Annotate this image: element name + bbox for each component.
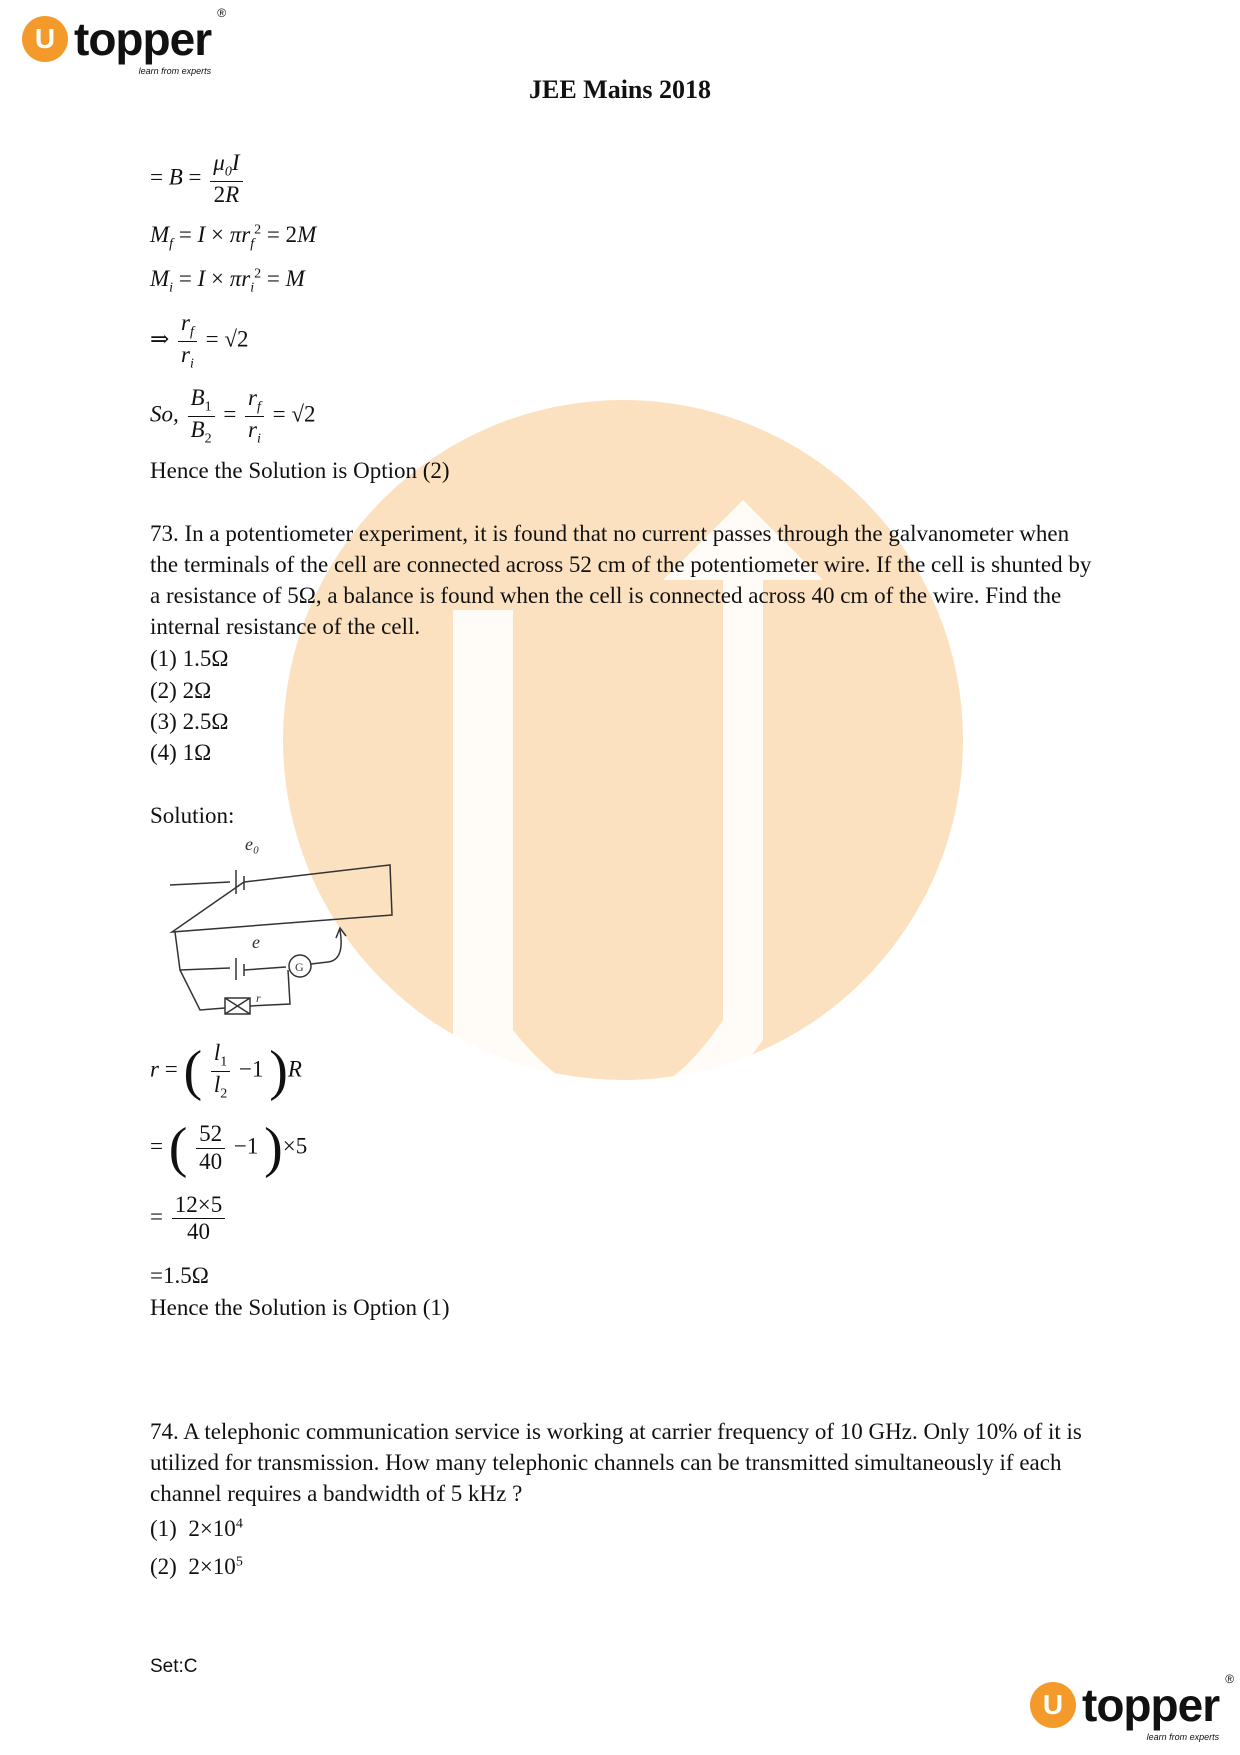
equation-mi: $M_i = I \times \pi r_i^2 = M$ bbox=[150, 266, 305, 296]
equation-ratio-r: ⇒ $\frac{r_f}{r_i}$ = √2 bbox=[150, 310, 249, 372]
brand-mark-icon-bottom: U bbox=[1030, 1682, 1076, 1728]
q72-conclusion: Hence the Solution is Option (2) bbox=[150, 458, 450, 483]
equation-mf: $M_f = I \times \pi r_f^2 = 2M$ bbox=[150, 222, 317, 252]
q73-option-3: (3) 2.5Ω bbox=[150, 709, 229, 734]
label-e: e bbox=[252, 932, 260, 952]
equation-b: = B = $\frac{\mu_0I}{2R}$ bbox=[150, 150, 246, 208]
brand-wordmark-bottom: topper ® learn from experts bbox=[1082, 1672, 1234, 1742]
equation-r-simplified: = $\frac{12\times 5}{40}$ bbox=[150, 1192, 228, 1246]
label-g: G bbox=[295, 960, 304, 974]
equation-ratio-b: So, $\frac{B_1}{B_2}$ = $\frac{r_f}{r_i}$ = √2 bbox=[150, 385, 316, 447]
q73-option-1: (1) 1.5Ω bbox=[150, 646, 229, 671]
brand-mark-icon: U bbox=[22, 16, 68, 62]
brand-wordmark: topper ® learn from experts bbox=[74, 6, 226, 76]
equation-r-substituted: = ( $\frac{52}{40}$ −1 )×5 bbox=[150, 1117, 308, 1179]
set-label: Set:C bbox=[150, 1656, 198, 1677]
equation-r-formula: r = ( $\frac{l_1}{l_2}$ −1 )R bbox=[150, 1040, 302, 1103]
label-r: r bbox=[256, 991, 261, 1005]
q73-solution-label: Solution: bbox=[150, 803, 235, 828]
equation-r-result: =1.5Ω bbox=[150, 1263, 209, 1288]
watermark-logo bbox=[283, 160, 963, 1190]
q73-question: 73. In a potentiometer experiment, it is found that no current passes through the galvanometer when the terminals of the cell are connected across 52 cm of the potentiometer wire. If the cell is shunted by a resistance of 5Ω, a balance is found when the cell is connected across 40 cm of the wire. Find the internal resistance of the cell. bbox=[150, 521, 1092, 639]
q74-option-1: (1) $2\times 10^4$ bbox=[150, 1516, 243, 1541]
q74-question: 74. A telephonic communication service is working at carrier frequency of 10 GHz. Only 10% of it is utilized for transmission. How many telephonic channels can be transmitted simultaneously if each channel requires a bandwidth of 5 kHz ? bbox=[150, 1419, 1082, 1506]
brand-logo-bottom bbox=[1030, 1672, 1234, 1742]
q74-option-2: (2) $2\times 10^5$ bbox=[150, 1554, 243, 1579]
label-e0: e₀ bbox=[245, 834, 260, 854]
brand-logo-top bbox=[22, 6, 226, 76]
q73-option-4: (4) 1Ω bbox=[150, 740, 212, 765]
page-title: JEE Mains 2018 bbox=[528, 75, 712, 104]
q73-option-2: (2) 2Ω bbox=[150, 678, 212, 703]
circuit-diagram bbox=[160, 830, 400, 1025]
q73-conclusion: Hence the Solution is Option (1) bbox=[150, 1295, 450, 1320]
